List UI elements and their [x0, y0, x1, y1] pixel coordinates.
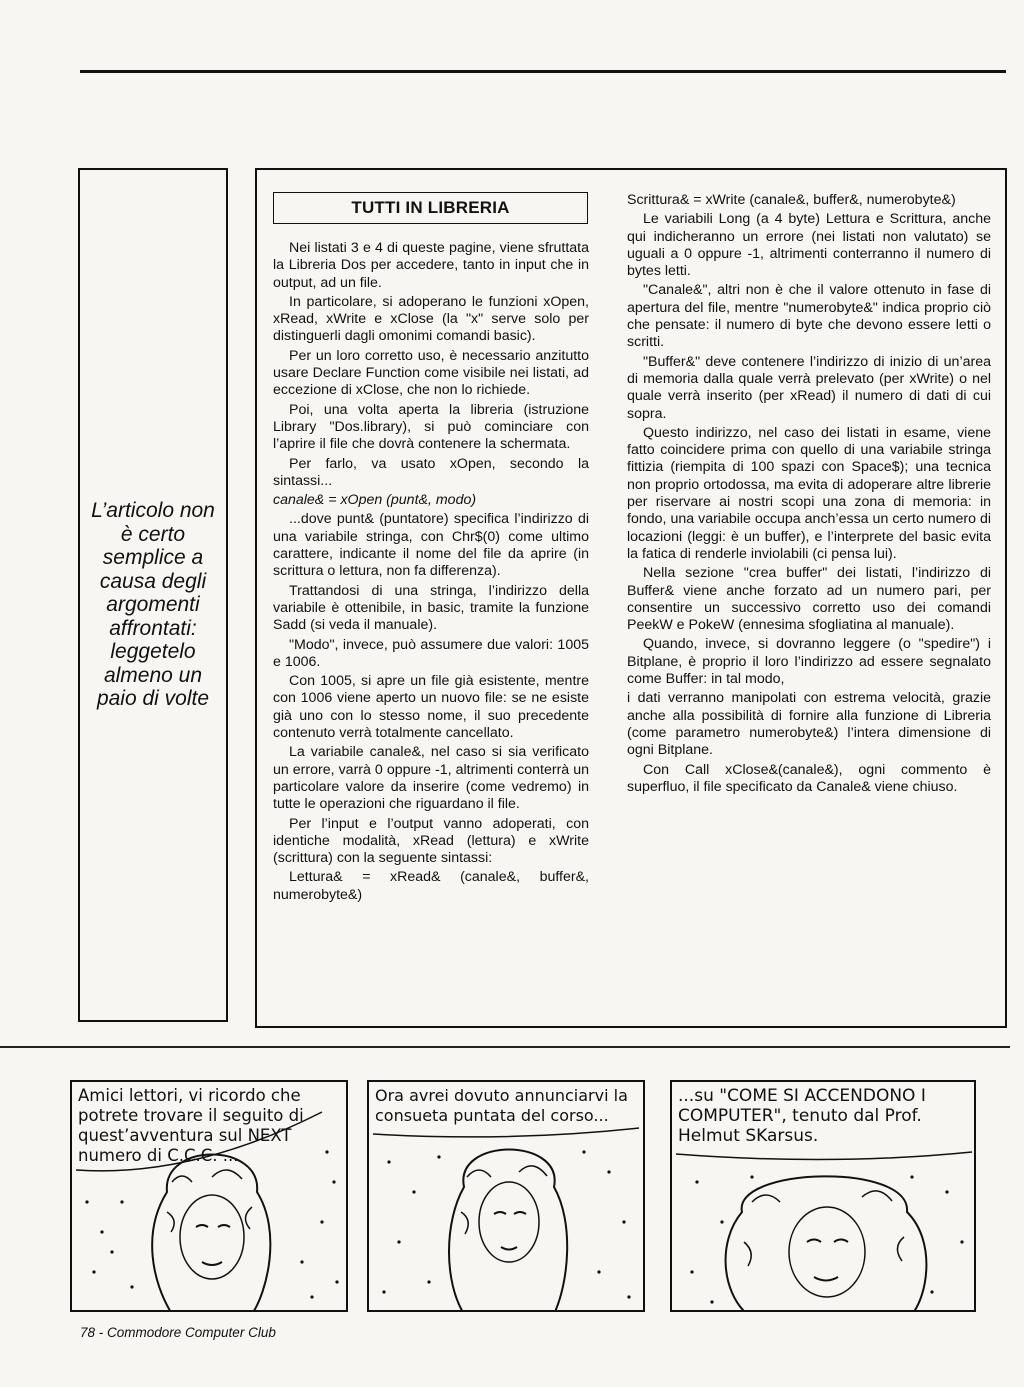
paragraph: ...dove punt& (puntatore) specifica l’indirizzo di una variabile stringa, con Chr$(0) come ultimo carattere, indicante il nome del file da aprire (in scrittura o lettura, non fa differenza).: [273, 511, 589, 580]
paragraph: Questo indirizzo, nel caso dei listati in esame, viene fatto coincidere prima con quello di una variabile stringa fittizia (riempita di 100 spazi con Space$); una tecnica non proprio ortodossa, ma evita di adoperare altre librerie per riservare ai nostri scopi una zona di memoria: in fondo, una variabile occupa anch’essa un certo numero di locazioni (leggi: è un buffer), e l’interprete del basic evita la fatica di renderle inviolabili (ci pensa lui).: [627, 424, 991, 562]
paragraph: Per l’input e l’output vanno adoperati, con identiche modalità, xRead (lettura) e xWrite (scrittura) con la seguente sintassi:: [273, 815, 589, 867]
article-column-1: [273, 240, 589, 906]
paragraph: Quando, invece, si dovranno leggere (o "spedire") i Bitplane, è proprio il loro l’indirizzo ad essere segnalato come Buffer: in tal modo,: [627, 636, 991, 688]
speech-bubble: Amici lettori, vi ricordo che potrete trovare il seguito di quest’avventura sul NEXT numero di C.C.C. ...: [78, 1086, 304, 1165]
paragraph: Le variabili Long (a 4 byte) Lettura e Scrittura, anche qui indicheranno un errore (nei listati non valutato) se uguali a 0 oppure -1, altrimenti conterranno il numero di bytes letti.: [627, 211, 991, 280]
article-title: TUTTI IN LIBRERIA: [273, 192, 588, 224]
paragraph: "Modo", invece, può assumere due valori: 1005 e 1006.: [273, 636, 589, 670]
code-line: canale& = xOpen (punt&, modo): [273, 492, 477, 509]
paragraph: Con Call xClose&(canale&), ogni commento è superfluo, il file specificato da Canale& viene chiuso.: [627, 761, 991, 795]
paragraph: La variabile canale&, nel caso si sia verificato un errore, varrà 0 oppure -1, altrimenti conterrà un particolare valore da inserire (come vedremo) in tutte le operazioni che riguardano il file.: [273, 744, 589, 813]
page-footer: 78 - Commodore Computer Club: [80, 1325, 276, 1340]
comic-panel-1: [70, 1080, 348, 1312]
comic-strip: [70, 1080, 976, 1312]
paragraph: Poi, una volta aperta la libreria (istruzione Library "Dos.library), si può cominciare con l’aprire il file che dovrà contenere la schermata.: [273, 401, 589, 453]
code-line: Lettura& = xRead& (canale&, buffer&, numerobyte&): [273, 869, 589, 903]
section-rule: [0, 1046, 1010, 1048]
pull-quote: L’articolo non è certo semplice a causa degli argomenti affrontati: leggetelo almeno un paio di volte: [91, 499, 215, 711]
article-column-2: [627, 192, 991, 798]
top-rule: [80, 70, 1006, 73]
speech-bubble: ...su "COME SI ACCENDONO I COMPUTER", tenuto dal Prof. Helmut SKarsus.: [678, 1086, 926, 1146]
paragraph: In particolare, si adoperano le funzioni xOpen, xRead, xWrite e xClose (la "x" serve solo per distinguerli dagli omonimi comandi basic).: [273, 293, 589, 345]
paragraph: Per farlo, va usato xOpen, secondo la sintassi...: [273, 455, 589, 489]
speech-bubble: Ora avrei dovuto annunciarvi la consueta puntata del corso...: [375, 1086, 628, 1125]
paragraph: Nella sezione "crea buffer" dei listati, l’indirizzo di Buffer& viene anche forzato ad un numero pari, per consentire un successivo corretto uso dei comandi PeekW e PokeW (ennesima sfogliatina al manuale).: [627, 565, 991, 634]
paragraph: Nei listati 3 e 4 di queste pagine, viene sfruttata la Libreria Dos per accedere, tanto in input che in output, ad un file.: [273, 240, 589, 291]
article-box: [255, 168, 1007, 1028]
paragraph: "Buffer&" deve contenere l’indirizzo di inizio di un’area di memoria dalla quale verrà prelevato (per xWrite) o nel quale verrà inserito (per xRead) il numero di dati di cui sopra.: [627, 353, 991, 422]
sidebar-box: [78, 168, 228, 1022]
code-line: Scrittura& = xWrite (canale&, buffer&, numerobyte&): [627, 192, 956, 208]
paragraph: Per un loro corretto uso, è necessario anzitutto usare Declare Function come visibile nei listati, ad eccezione di xClose, che non lo richiede.: [273, 347, 589, 399]
paragraph: Con 1005, si apre un file già esistente, mentre con 1006 viene aperto un nuovo file: se ne esiste già uno con lo stesso nome, il suo precedente contenuto verrà totalmente cancellato.: [273, 673, 589, 742]
comic-panel-2: [367, 1080, 645, 1312]
paragraph: i dati verranno manipolati con estrema velocità, grazie anche alla possibilità di fornire alla funzione di Libreria (come parametro numerobyte&) l’intera dimensione di ogni Bitplane.: [627, 690, 991, 759]
paragraph: "Canale&", altri non è che il valore ottenuto in fase di apertura del file, mentre "numerobyte&" indica proprio ciò che pensate: il numero di byte che devono essere letti o scritti.: [627, 282, 991, 351]
paragraph: Trattandosi di una stringa, l’indirizzo della variabile è ottenibile, in basic, tramite la funzione Sadd (si veda il manuale).: [273, 582, 589, 634]
comic-panel-3: [670, 1080, 976, 1312]
